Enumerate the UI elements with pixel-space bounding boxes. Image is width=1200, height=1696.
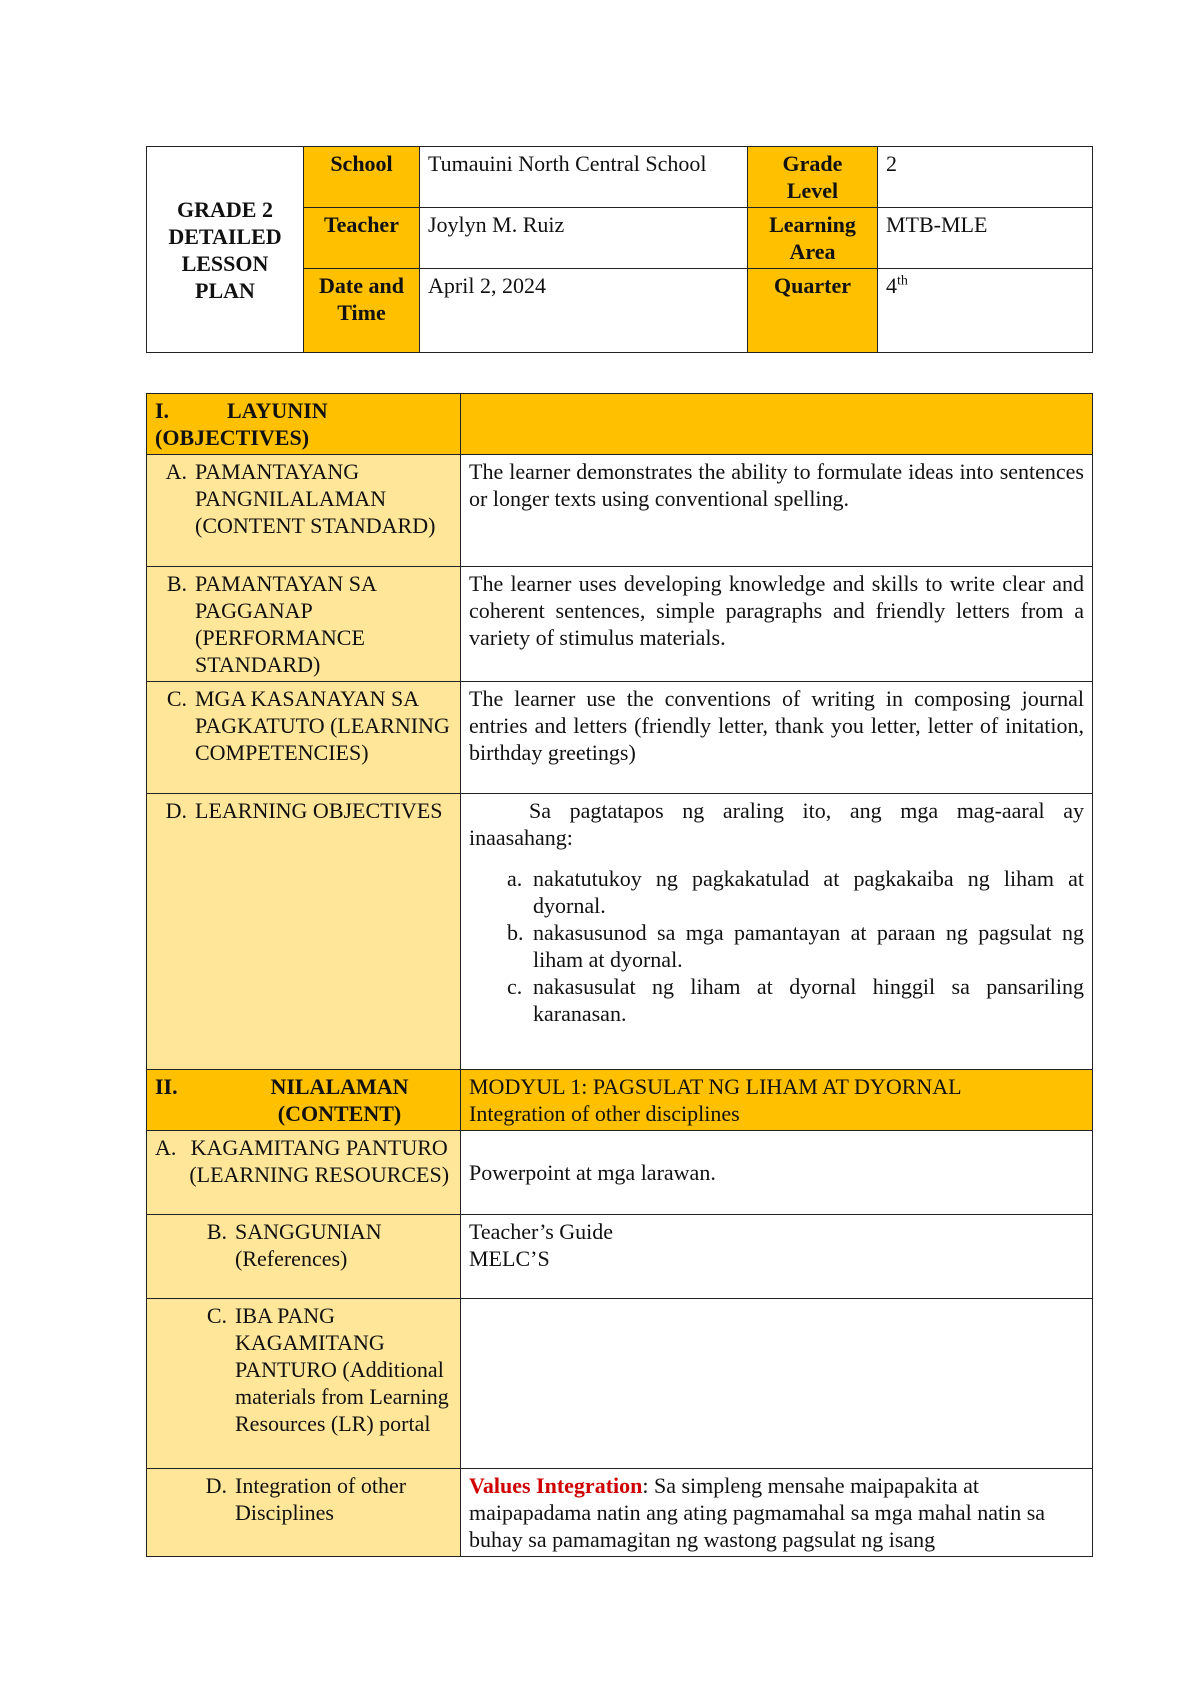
teacher-label: Teacher (304, 208, 420, 269)
school-value: Tumauini North Central School (420, 147, 748, 208)
references-label: B. SANGGUNIAN (References) (147, 1215, 461, 1299)
date-time-value: April 2, 2024 (420, 269, 748, 353)
grade-level-value: 2 (878, 147, 1093, 208)
values-integration-label: Values Integration (469, 1473, 643, 1498)
performance-standard-text: The learner uses developing knowledge and skills to write clear and coherent sentences, simple paragraphs and friendly letters from a variety of stimulus materials. (461, 567, 1093, 682)
quarter-value: 4th (878, 269, 1093, 353)
list-item: b. nakasusunod sa mga pamantayan at paraan ng pagsulat ng liham at dyornal. (507, 920, 1084, 972)
learning-objectives-text (461, 794, 1093, 1070)
additional-materials-label: C. IBA PANG KAGAMITANG PANTURO (Additional materials from Learning Resources (LR) portal (147, 1299, 461, 1469)
objectives-list (469, 865, 1084, 1027)
learning-competencies-label: C. MGA KASANAYAN SA PAGKATUTO (LEARNING COMPETENCIES) (147, 682, 461, 794)
learning-resources-label: A. KAGAMITANG PANTURO (LEARNING RESOURCES) (147, 1131, 461, 1215)
list-item: a. nakatutukoy ng pagkakatulad at pagkakaiba ng liham at dyornal. (507, 866, 1084, 918)
teacher-value: Joylyn M. Ruiz (420, 208, 748, 269)
content-standard-label: A. PAMANTAYANG PANGNILALAMAN (CONTENT STANDARD) (147, 455, 461, 567)
performance-standard-label: B. PAMANTAYAN SA PAGGANAP (PERFORMANCE STANDARD) (147, 567, 461, 682)
quarter-label: Quarter (748, 269, 878, 353)
module-subtitle: Integration of other disciplines (469, 1101, 740, 1126)
list-item: c. nakasusulat ng liham at dyornal hinggil sa pansariling karanasan. (507, 974, 1084, 1026)
learning-objectives-label: D. LEARNING OBJECTIVES (147, 794, 461, 1070)
learning-area-value: MTB-MLE (878, 208, 1093, 269)
content-heading: II. NILALAMAN (CONTENT) (147, 1070, 461, 1131)
grade-level-label: Grade Level (748, 147, 878, 208)
date-time-label: Date and Time (304, 269, 420, 353)
learning-resources-text: Powerpoint at mga larawan. (461, 1131, 1093, 1215)
school-label: School (304, 147, 420, 208)
lesson-plan-title: GRADE 2 DETAILED LESSON PLAN (147, 147, 304, 353)
content-standard-text: The learner demonstrates the ability to formulate ideas into sentences or longer texts using conventional spelling. (461, 455, 1093, 567)
additional-materials-text (461, 1299, 1093, 1469)
learning-competencies-text: The learner use the conventions of writing in composing journal entries and letters (friendly letter, thank you letter, letter of initation, birthday greetings) (461, 682, 1093, 794)
lesson-plan-table (146, 393, 1093, 1557)
integration-label: D. Integration of other Disciplines (147, 1469, 461, 1557)
module-title: MODYUL 1: PAGSULAT NG LIHAM AT DYORNAL (469, 1074, 962, 1099)
references-text: Teacher’s Guide MELC’S (461, 1215, 1093, 1299)
lesson-header-table (146, 146, 1093, 353)
module-title-cell (461, 1070, 1093, 1131)
objectives-heading: I. LAYUNIN (OBJECTIVES) (147, 394, 461, 455)
objectives-intro: Sa pagtatapos ng araling ito, ang mga mag-aaral ay inaasahang: (469, 798, 1084, 850)
objectives-heading-blank (461, 394, 1093, 455)
learning-area-label: Learning Area (748, 208, 878, 269)
integration-text: Values Integration: Sa simpleng mensahe maipapakita at maipapadama natin ang ating pagmamahal sa mga mahal natin sa buhay sa pamamagitan ng wastong pagsulat ng isang (461, 1469, 1093, 1557)
